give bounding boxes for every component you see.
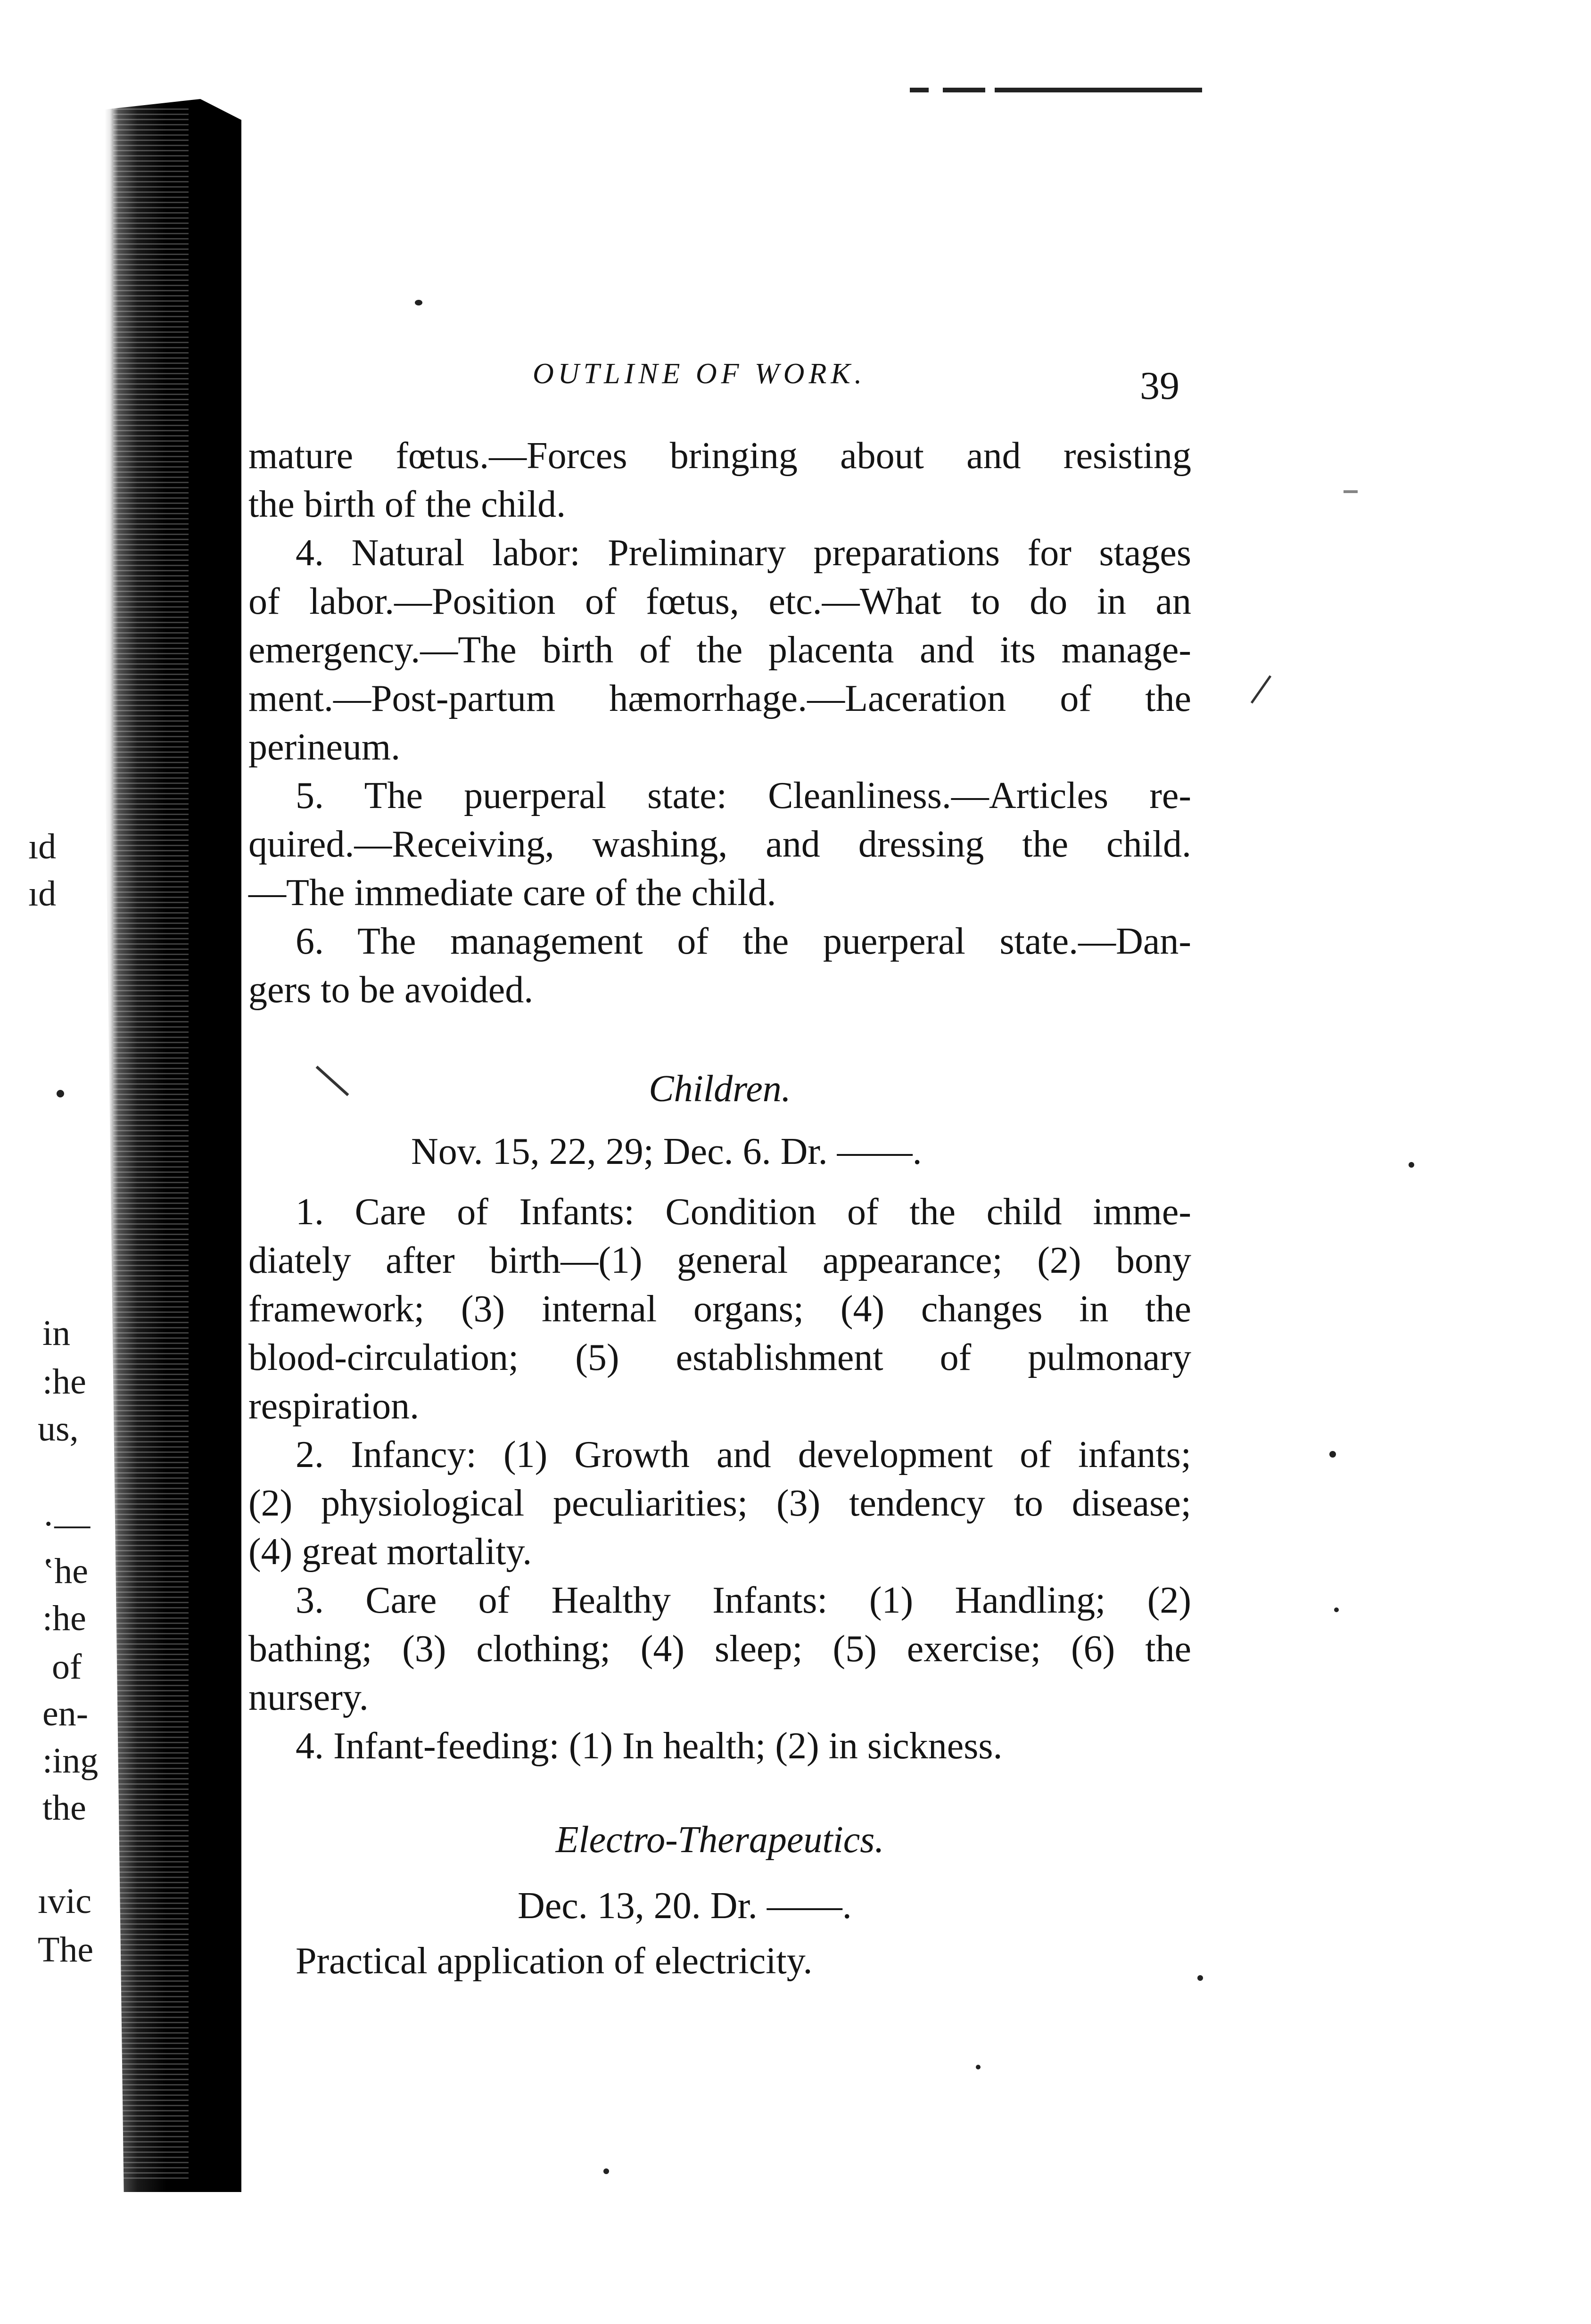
facing-page-fragment: :he xyxy=(42,1599,86,1638)
ink-stroke xyxy=(1251,675,1271,703)
text-line: bathing; (3) clothing; (4) sleep; (5) exercise; (6) the xyxy=(248,1628,1191,1670)
ink-speck xyxy=(603,2168,609,2174)
text-line: of labor.—Position of fœtus, etc.—What to do in an xyxy=(248,581,1191,622)
section-heading-electro: Electro-Therapeutics. xyxy=(555,1819,884,1861)
facing-page-fragment: the xyxy=(42,1788,86,1828)
electro-dates: Dec. 13, 20. Dr. ——. xyxy=(518,1885,852,1927)
facing-page-fragment: ıd xyxy=(28,827,57,866)
text-line: 2. Infancy: (1) Growth and development of infants; xyxy=(296,1434,1191,1475)
facing-page-fragment: :ing xyxy=(42,1741,99,1780)
children-section xyxy=(248,1188,1191,1771)
ink-speck xyxy=(1329,1451,1336,1458)
ink-speck xyxy=(1197,1975,1203,1981)
facing-page-fragment: of xyxy=(52,1647,82,1687)
text-line: nursery. xyxy=(248,1677,369,1718)
ink-speck xyxy=(976,2065,981,2069)
electro-heading-row xyxy=(248,1819,1191,1871)
facing-page-fragment: us, xyxy=(38,1409,79,1449)
ink-speck xyxy=(1334,1607,1339,1612)
ink-stroke xyxy=(1344,490,1358,493)
text-line: 6. The management of the puerperal state.—Dan- xyxy=(296,921,1191,962)
text-line: 1. Care of Infants: Condition of the child imme- xyxy=(296,1191,1191,1233)
facing-page-fragment: en- xyxy=(42,1694,89,1733)
text-line: emergency.—The birth of the placenta and its manage- xyxy=(248,629,1191,671)
text-line: 4. Infant-feeding: (1) In health; (2) in sickness. xyxy=(296,1725,1003,1767)
text-line: respiration. xyxy=(248,1385,420,1427)
gutter-texture xyxy=(113,108,189,2183)
top-edge-smudge xyxy=(910,88,1202,92)
facing-page-fragment: ıd xyxy=(28,874,57,914)
obstetrics-continued xyxy=(248,432,1191,1014)
text-line: perineum. xyxy=(248,726,401,768)
text-line: (2) physiological peculiarities; (3) tendency to disease; xyxy=(248,1483,1191,1524)
text-line: quired.—Receiving, washing, and dressing the child. xyxy=(248,824,1191,865)
electro-line: Practical application of electricity. xyxy=(296,1940,813,1982)
text-line: mature fœtus.—Forces bringing about and resisting xyxy=(248,435,1191,477)
facing-page-fragment: ʽhe xyxy=(42,1551,89,1591)
children-dates: Nov. 15, 22, 29; Dec. 6. Dr. ——. xyxy=(411,1131,922,1172)
facing-page-fragment: The xyxy=(38,1930,94,1970)
text-line: framework; (3) internal organs; (4) changes in the xyxy=(248,1288,1191,1330)
text-line: 3. Care of Healthy Infants: (1) Handling; (2) xyxy=(296,1580,1191,1621)
text-line: blood-circulation; (5) establishment of pulmonary xyxy=(248,1337,1191,1378)
text-line: the birth of the child. xyxy=(248,484,566,525)
facing-page-fragment: :he xyxy=(42,1362,86,1401)
ink-speck xyxy=(1409,1162,1414,1168)
text-line: gers to be avoided. xyxy=(248,969,534,1011)
ink-speck xyxy=(415,300,422,305)
children-heading-row xyxy=(248,1068,1191,1120)
facing-page-fragment: ıvic xyxy=(38,1881,91,1921)
running-title: OUTLINE OF WORK. xyxy=(533,358,866,390)
ink-speck xyxy=(57,1090,64,1097)
text-line: 4. Natural labor: Preliminary preparations for stages xyxy=(296,532,1191,574)
text-line: 5. The puerperal state: Cleanliness.—Articles re- xyxy=(296,775,1191,816)
text-line: ment.—Post-partum hæmorrhage.—Laceration of the xyxy=(248,678,1191,719)
text-line: diately after birth—(1) general appearance; (2) bony xyxy=(248,1240,1191,1281)
section-heading-children: Children. xyxy=(649,1068,791,1110)
text-line: (4) great mortality. xyxy=(248,1531,532,1573)
facing-page-fragment: ·— xyxy=(42,1504,91,1544)
page-number: 39 xyxy=(1140,364,1179,408)
facing-page-fragment: in xyxy=(42,1313,71,1353)
text-line: —The immediate care of the child. xyxy=(248,872,776,914)
